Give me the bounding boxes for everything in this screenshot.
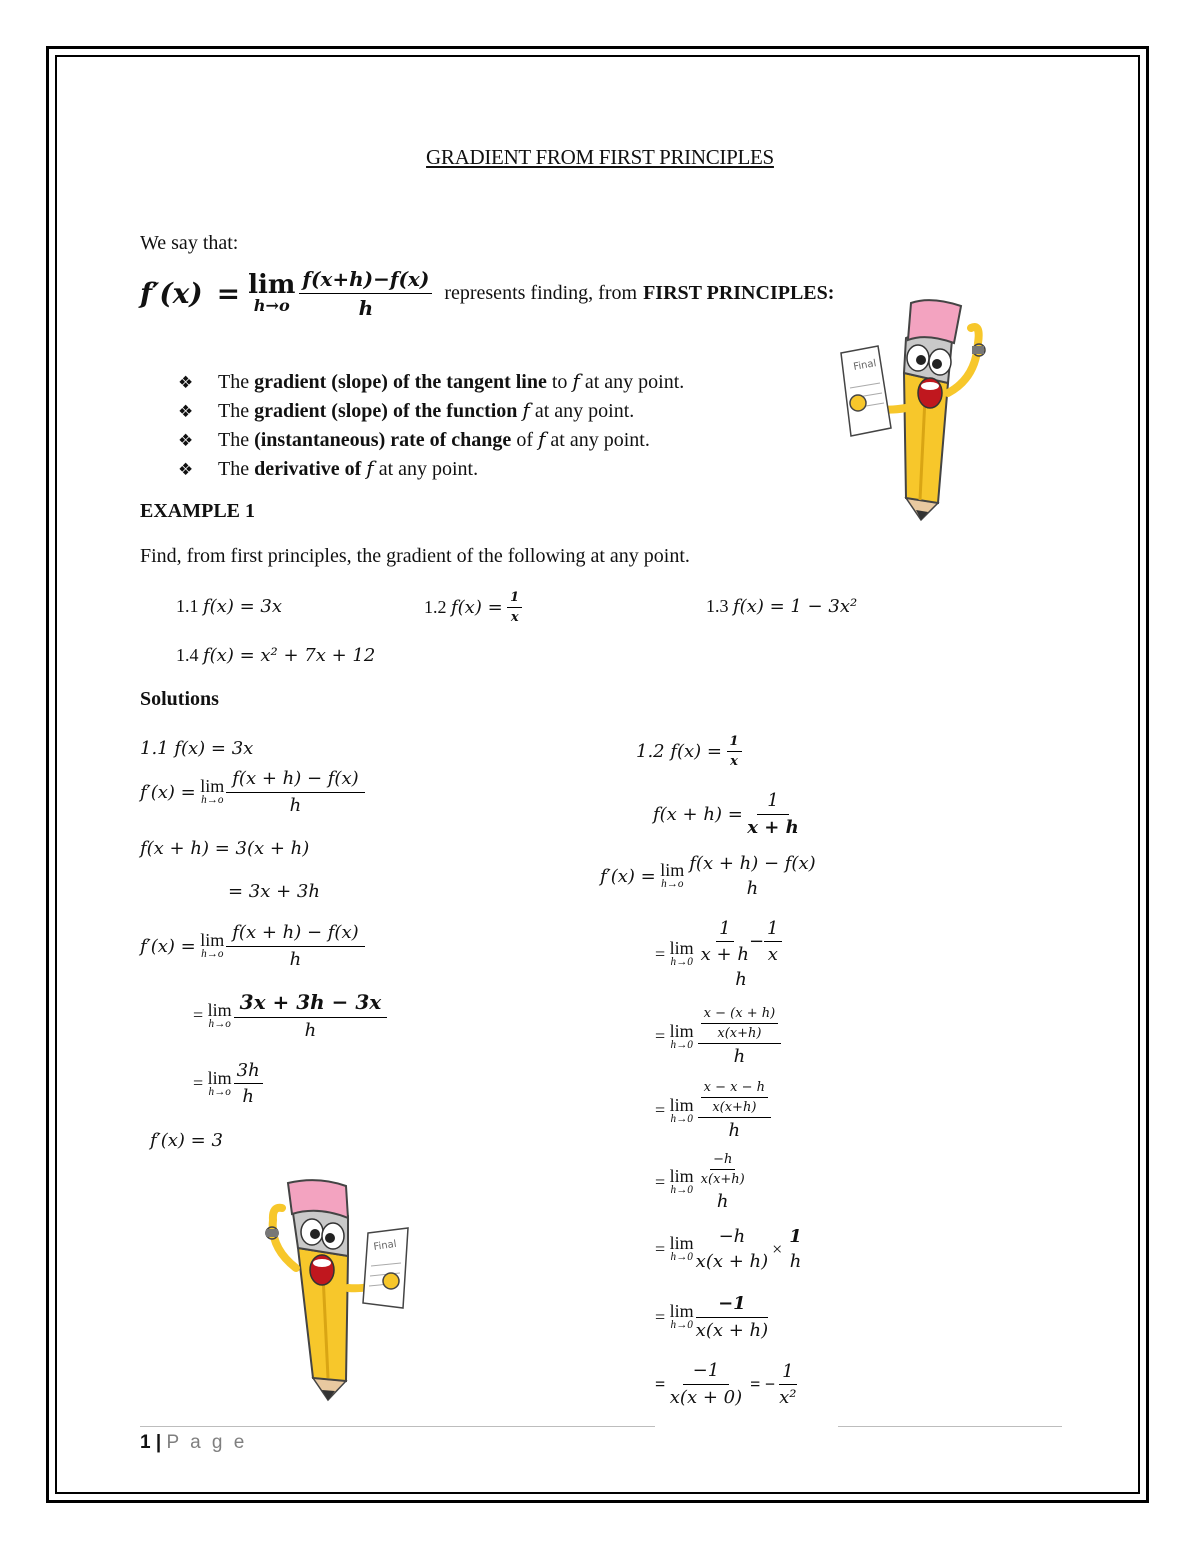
diamond-bullet-icon: ❖ bbox=[178, 460, 194, 480]
solution-1-1-title: 1.1 f(x) = 3x bbox=[140, 738, 254, 759]
solution-1-1-step6: = lim h→o $\frac{3h}{h}$ bbox=[193, 1060, 263, 1107]
page-label: P a g e bbox=[166, 1432, 248, 1453]
footer-separator: | bbox=[155, 1432, 162, 1453]
formula-fraction bbox=[299, 267, 432, 320]
solution-1-2-title: 1.2 f(x) = $\frac{1}{x}$ bbox=[636, 734, 742, 769]
example-item-1-2: 1.2 f(x) = $\frac{1}{x}$ bbox=[424, 590, 522, 625]
solution-1-2-step7: = lim h→0 $\frac{-1}{x(x + h)}$ bbox=[655, 1293, 769, 1341]
solution-1-2-step6: = lim h→0 −h x(x + h) × 1 h bbox=[655, 1226, 802, 1272]
example-instruction: Find, from first principles, the gradient of the following at any point. bbox=[140, 545, 690, 567]
represents-text: represents finding, from bbox=[444, 281, 638, 304]
example-item-1-4: 1.4 f(x) = x² + 7x + 12 bbox=[176, 645, 376, 666]
bullet-item: ❖ The (instantaneous) rate of change of f at any point. bbox=[178, 427, 650, 451]
solution-1-1-final: f′(x) = 3 bbox=[150, 1130, 223, 1151]
solution-1-1-step4: f′(x) = lim h→o $\frac{f(x + h) - f(x)}{h}$ bbox=[140, 922, 365, 970]
footer-rule-right bbox=[838, 1426, 1062, 1427]
solution-1-1-step3: = 3x + 3h bbox=[228, 881, 320, 902]
page-footer bbox=[140, 1432, 247, 1454]
example-heading: EXAMPLE 1 bbox=[140, 500, 255, 522]
bullet-item: ❖ The gradient (slope) of the function f at any point. bbox=[178, 398, 635, 422]
lim-subscript: h→o bbox=[253, 295, 290, 315]
intro-text: We say that: bbox=[140, 232, 239, 254]
diamond-bullet-icon: ❖ bbox=[178, 373, 194, 393]
solution-1-2-step5: = lim h→0 $\frac{-h}{x(x+h)}$ h bbox=[655, 1152, 745, 1212]
solution-1-2-step2: = lim h→0 $\frac{1}{x + h}$ − $\frac{1}{x}$ h bbox=[655, 918, 785, 990]
formula-lhs: f′(x) bbox=[140, 276, 203, 310]
svg-text:Final: Final bbox=[852, 358, 878, 373]
solution-1-2-step4: = lim h→0 $\frac{\frac{x - x - h}{x(x+h)}}{h}$ bbox=[655, 1080, 771, 1141]
example-item-1-1: 1.1 f(x) = 3x bbox=[176, 596, 282, 617]
definition-formula: f′(x) = lim h→o $\frac{f(x+h)-f(x)}{h}$ represents finding, from FIRST PRINCIPLES: bbox=[140, 266, 835, 320]
formula-limit bbox=[248, 269, 296, 315]
first-principles-text: FIRST PRINCIPLES: bbox=[643, 281, 835, 304]
solutions-heading: Solutions bbox=[140, 688, 219, 710]
solution-1-2-step3: = lim h→0 $\frac{\frac{x - (x + h)}{x(x+h)}}{h}$ bbox=[655, 1006, 781, 1067]
bullet-item: ❖ The derivative of f at any point. bbox=[178, 456, 479, 480]
solution-1-2-final: = $\frac{-1}{x(x + 0)}$ = − $\frac{1}{\text{x²}}$ bbox=[655, 1360, 797, 1408]
page-title: GRADIENT FROM FIRST PRINCIPLES bbox=[426, 145, 774, 169]
page-number: 1 bbox=[140, 1432, 151, 1453]
solution-1-2-step1: f′(x) = lim h→o f(x + h) − f(x) h bbox=[600, 853, 816, 899]
pencil-mascot-icon bbox=[836, 298, 1001, 523]
diamond-bullet-icon: ❖ bbox=[178, 431, 194, 451]
formula-numerator: f(x+h)−f(x) bbox=[299, 267, 432, 294]
diamond-bullet-icon: ❖ bbox=[178, 402, 194, 422]
solution-1-1-step2: f(x + h) = 3(x + h) bbox=[140, 838, 310, 859]
solution-1-1-step1: f′(x) = lim h→o $\frac{f(x + h) - f(x)}{h}$ bbox=[140, 768, 365, 816]
example-item-1-3: 1.3 f(x) = 1 − 3x² bbox=[706, 596, 858, 617]
solution-1-2-fxh: f(x + h) = $\frac{1}{x + h}$ bbox=[653, 790, 799, 838]
formula-denominator: h bbox=[358, 295, 374, 320]
pencil-mascot-icon bbox=[258, 1178, 418, 1403]
solution-1-1-step5: = lim h→o $\frac{3x + 3h - 3x}{h}$ bbox=[193, 990, 387, 1041]
bullet-item: ❖ The gradient (slope) of the tangent line to f at any point. bbox=[178, 369, 685, 393]
footer-rule-left bbox=[140, 1426, 655, 1427]
svg-text:Final: Final bbox=[372, 1238, 398, 1253]
lim-label: lim bbox=[248, 269, 296, 300]
